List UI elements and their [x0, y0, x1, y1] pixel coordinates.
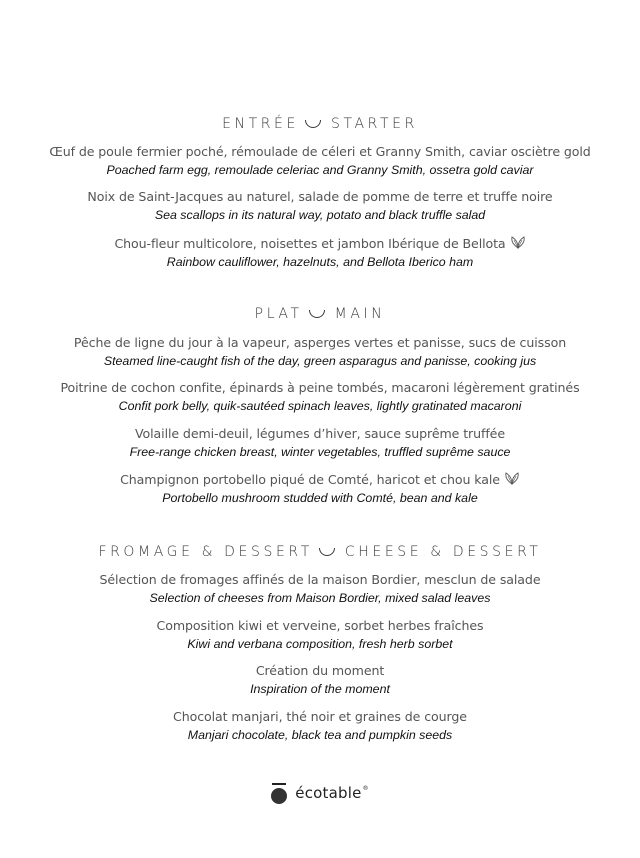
menu-item	[0, 189, 640, 223]
dish-name-fr: Volaille demi-deuil, légumes d’hiver, sauce suprême truffée	[135, 426, 505, 441]
dish-name-en: Selection of cheeses from Maison Bordier, mixed salad leaves	[149, 591, 491, 605]
dish-name-en: Steamed line-caught fish of the day, green asparagus and panisse, cooking jus	[103, 354, 537, 368]
menu-item	[0, 144, 640, 178]
dish-name-en: Manjari chocolate, black tea and pumpkin seeds	[187, 728, 453, 742]
dish-name-fr-row	[0, 235, 640, 252]
section-title-fr: PLAT	[254, 306, 303, 322]
brand-name	[295, 784, 368, 802]
dish-name-en: Sea scallops in its natural way, potato and black truffle salad	[154, 208, 486, 222]
dish-name-fr: Pêche de ligne du jour à la vapeur, asperges vertes et panisse, sucs de cuisson	[73, 335, 567, 350]
dish-name-fr-row	[0, 471, 640, 488]
smile-separator-icon	[309, 310, 325, 318]
dish-name-fr: Poitrine de cochon confite, épinards à peine tombés, macaroni légèrement gratinés	[60, 380, 580, 395]
section-title-main	[0, 306, 640, 322]
dish-name-en: Poached farm egg, remoulade celeriac and Granny Smith, ossetra gold caviar	[106, 163, 534, 177]
leaf-icon	[510, 235, 526, 249]
dish-name-fr: Chou-fleur multicolore, noisettes et jambon Ibérique de Bellota	[114, 236, 506, 251]
leaf-icon	[504, 471, 520, 485]
dish-name-fr: Chocolat manjari, thé noir et graines de courge	[173, 709, 467, 724]
section-title-fr: ENTRÉE	[222, 116, 299, 132]
smile-separator-icon	[319, 548, 335, 556]
dish-name-fr: Création du moment	[255, 663, 385, 678]
dish-name-en: Free-range chicken breast, winter vegetables, truffled suprême sauce	[129, 445, 511, 459]
menu-item	[0, 380, 640, 414]
dish-name-fr: Champignon portobello piqué de Comté, haricot et chou kale	[120, 472, 500, 487]
section-title-fr: FROMAGE & DESSERT	[98, 544, 313, 560]
dish-name-fr: Sélection de fromages affinés de la maison Bordier, mesclun de salade	[99, 572, 541, 587]
smile-separator-icon	[305, 120, 321, 128]
dish-name-en: Inspiration of the moment	[250, 682, 390, 696]
menu-item	[0, 426, 640, 460]
dish-name-en: Confit pork belly, quik-sautéed spinach leaves, lightly gratinated macaroni	[118, 399, 522, 413]
registered-mark: ®	[362, 785, 369, 792]
brand-name-text: écotable	[295, 784, 362, 802]
dish-name-en: Rainbow cauliflower, hazelnuts, and Bellota Iberico ham	[166, 255, 474, 269]
brand-logo	[0, 782, 640, 806]
dish-name-en: Portobello mushroom studded with Comté, bean and kale	[162, 491, 478, 505]
section-title-en: STARTER	[330, 116, 418, 132]
menu-item	[0, 335, 640, 369]
ecotable-logo-icon	[271, 782, 287, 804]
dish-name-fr: Noix de Saint-Jacques au naturel, salade de pomme de terre et truffe noire	[87, 189, 553, 204]
section-title-cheese-dessert	[0, 544, 640, 560]
menu-item	[0, 663, 640, 697]
dish-name-en: Kiwi and verbana composition, fresh herb sorbet	[187, 637, 453, 651]
dish-name-fr: Œuf de poule fermier poché, rémoulade de céleri et Granny Smith, caviar osciètre gold	[49, 144, 591, 159]
menu-item	[0, 572, 640, 606]
dish-name-fr: Composition kiwi et verveine, sorbet herbes fraîches	[156, 618, 484, 633]
section-title-starter	[0, 116, 640, 132]
menu-item	[0, 471, 640, 506]
section-title-en: CHEESE & DESSERT	[344, 544, 542, 560]
menu-item	[0, 618, 640, 652]
menu-item	[0, 709, 640, 743]
section-title-en: MAIN	[334, 306, 386, 322]
menu-item	[0, 235, 640, 270]
